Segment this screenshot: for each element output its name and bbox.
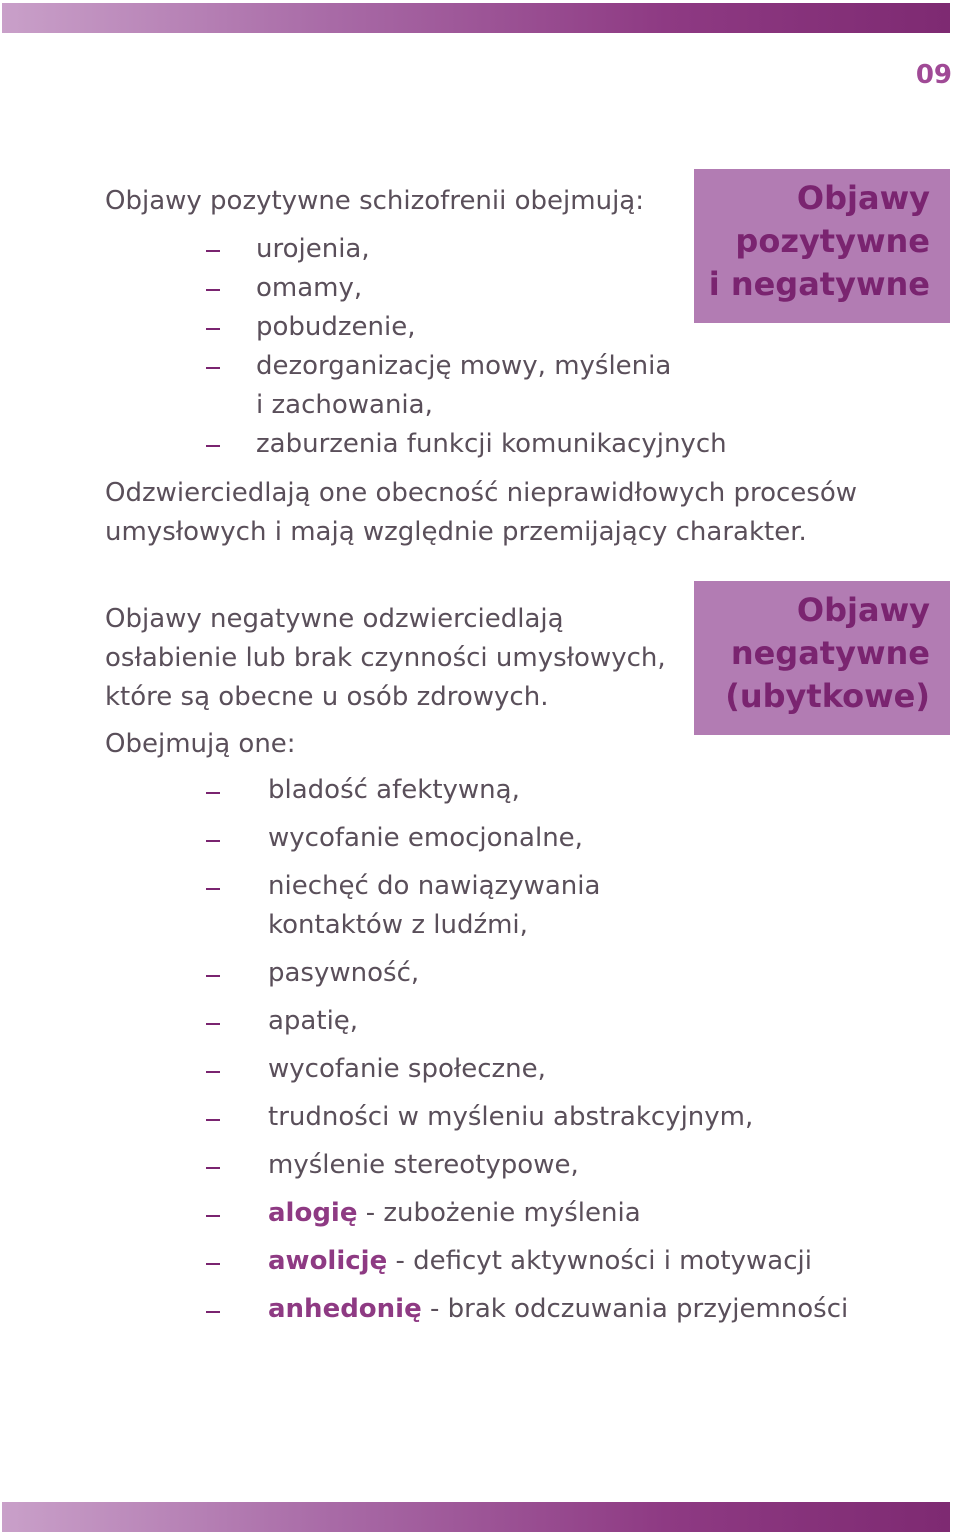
dash-bullet (206, 888, 220, 890)
list-item (256, 269, 727, 308)
positive-symptoms-list (256, 230, 727, 464)
sidebar-tag-negative (694, 581, 950, 735)
dash-bullet (206, 792, 220, 794)
list-item-text: zaburzenia funkcji komunikacyjnych (256, 429, 727, 459)
positive-summary-line: umysłowych i mają względnie przemijający charakter. (105, 517, 807, 547)
list-item-text: urojenia, (256, 234, 370, 264)
negative-intro-line: osłabienie lub brak czynności umysłowych, (105, 643, 666, 673)
dash-bullet (206, 445, 220, 447)
dash-bullet (206, 1263, 220, 1265)
dash-bullet (206, 328, 220, 330)
list-item (268, 867, 848, 945)
list-item-text: - deficyt aktywności i motywacji (387, 1246, 812, 1276)
positive-intro: Objawy pozytywne schizofrenii obejmują: (105, 186, 644, 216)
dash-bullet (206, 1023, 220, 1025)
list-item-text: niechęć do nawiązywania (268, 871, 601, 901)
dash-bullet (206, 367, 220, 369)
list-item (256, 308, 727, 347)
term-highlight: anhedonię (268, 1294, 422, 1324)
negative-symptoms-list (268, 771, 848, 1338)
list-item-text: apatię, (268, 1006, 359, 1036)
negative-intro-line: Objawy negatywne odzwierciedlają (105, 604, 564, 634)
list-item-text: omamy, (256, 273, 363, 303)
dash-bullet (206, 1071, 220, 1073)
dash-bullet (206, 289, 220, 291)
list-item-text: dezorganizację mowy, myślenia (256, 351, 672, 381)
list-item-text: wycofanie emocjonalne, (268, 823, 583, 853)
term-highlight: awolicję (268, 1246, 388, 1276)
list-item (268, 1242, 848, 1281)
term-highlight: alogię (268, 1198, 358, 1228)
list-item-text: - zubożenie myślenia (357, 1198, 641, 1228)
negative-lead: Obejmują one: (105, 729, 296, 759)
list-item (256, 347, 727, 425)
list-item (256, 425, 727, 464)
list-item (268, 1146, 848, 1185)
list-item-text: bladość afektywną, (268, 775, 520, 805)
list-item-text: wycofanie społeczne, (268, 1054, 546, 1084)
tag-line: i negatywne (708, 265, 930, 303)
dash-bullet (206, 250, 220, 252)
tag-line: negatywne (730, 634, 930, 672)
list-item (268, 1290, 848, 1329)
list-item-text: kontaktów z ludźmi, (268, 910, 528, 940)
top-decorative-bar (2, 3, 950, 33)
list-item (268, 1098, 848, 1137)
dash-bullet (206, 840, 220, 842)
dash-bullet (206, 1167, 220, 1169)
list-item-text: pasywność, (268, 958, 420, 988)
list-item (256, 230, 727, 269)
tag-line: Objawy (796, 591, 930, 629)
list-item (268, 1194, 848, 1233)
list-item (268, 1002, 848, 1041)
dash-bullet (206, 1215, 220, 1217)
list-item-text: pobudzenie, (256, 312, 416, 342)
list-item-text: i zachowania, (256, 390, 433, 420)
sidebar-tag-positive (694, 169, 950, 323)
bottom-decorative-bar (2, 1502, 950, 1532)
list-item-text: myślenie stereotypowe, (268, 1150, 579, 1180)
page-number: 09 (915, 60, 952, 90)
list-item (268, 819, 848, 858)
dash-bullet (206, 1119, 220, 1121)
dash-bullet (206, 1311, 220, 1313)
list-item (268, 771, 848, 810)
list-item-text: trudności w myśleniu abstrakcyjnym, (268, 1102, 754, 1132)
list-item (268, 1050, 848, 1089)
list-item (268, 954, 848, 993)
tag-line: (ubytkowe) (725, 677, 930, 715)
dash-bullet (206, 975, 220, 977)
negative-intro-line: które są obecne u osób zdrowych. (105, 682, 549, 712)
list-item-text: - brak odczuwania przyjemności (421, 1294, 849, 1324)
positive-summary-line: Odzwierciedlają one obecność nieprawidłowych procesów (105, 478, 857, 508)
tag-line: pozytywne (735, 222, 930, 260)
tag-line: Objawy (796, 179, 930, 217)
